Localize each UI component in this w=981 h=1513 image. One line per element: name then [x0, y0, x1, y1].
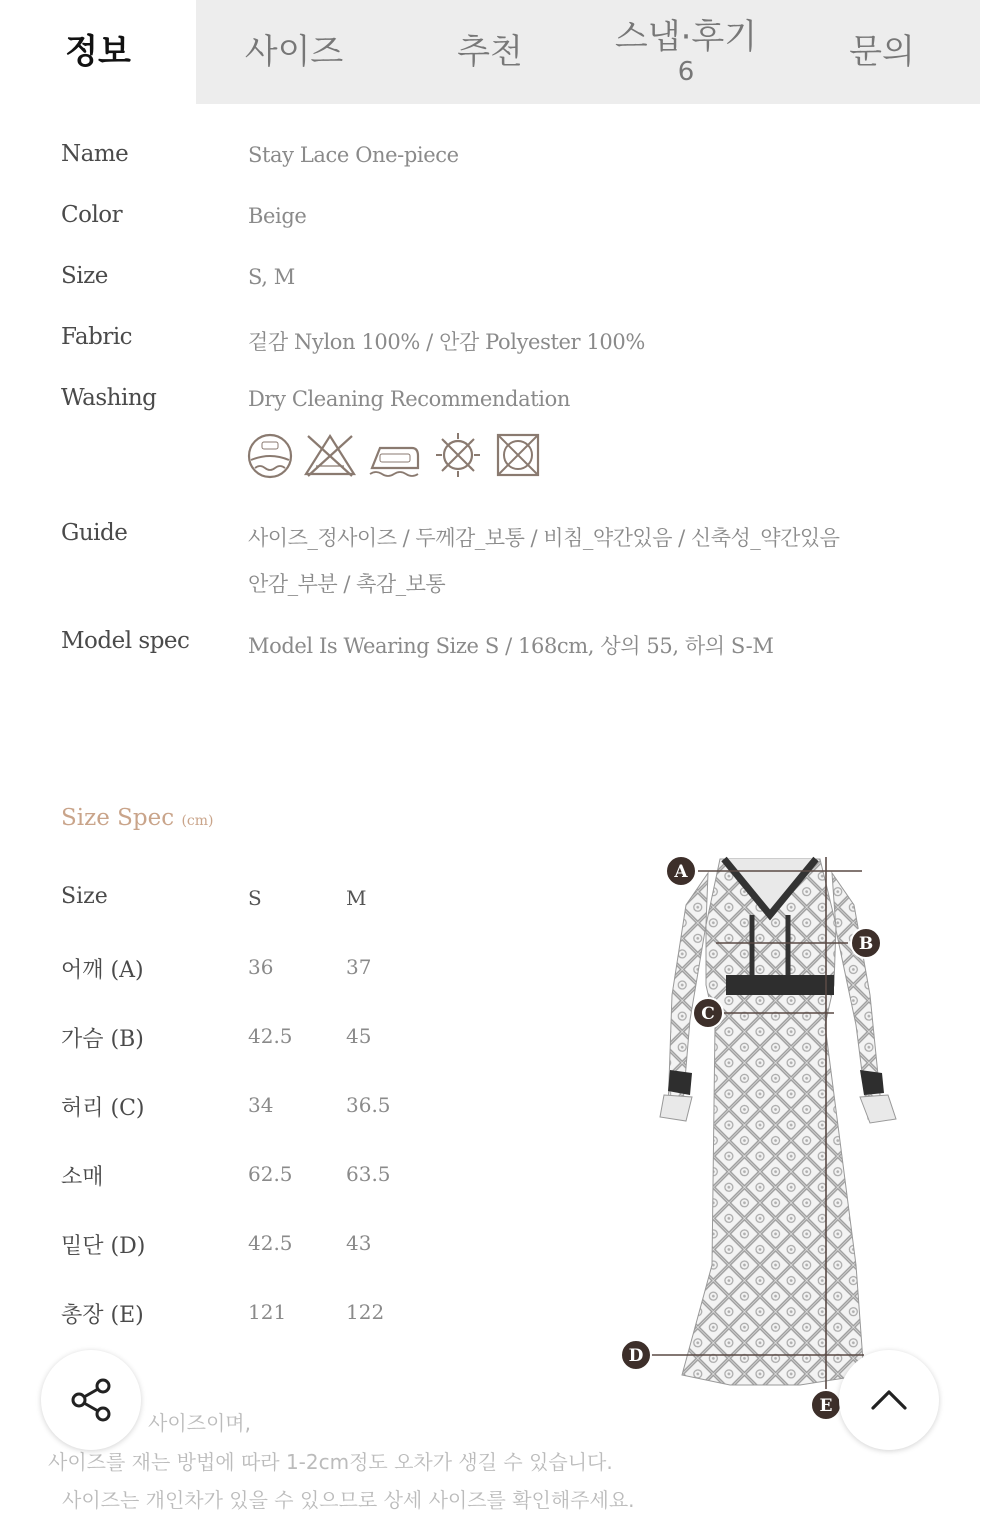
- table-row: [61, 953, 481, 983]
- cell-m: 45: [346, 1024, 372, 1048]
- cell-s: 121: [248, 1300, 287, 1324]
- table-row: [61, 1091, 481, 1121]
- cell-m: 43: [346, 1231, 372, 1255]
- table-row: [61, 1229, 481, 1259]
- share-button[interactable]: [41, 1350, 141, 1450]
- share-icon: [65, 1374, 117, 1426]
- scroll-top-button[interactable]: [839, 1350, 939, 1450]
- tab-recommend[interactable]: [392, 0, 588, 104]
- cell-s: 42.5: [248, 1231, 293, 1255]
- table-row: [61, 1298, 481, 1328]
- iron-80-120c-icon: [366, 430, 422, 480]
- info-key: Model spec: [61, 628, 190, 654]
- cell-s: 42.5: [248, 1024, 293, 1048]
- info-key: Name: [61, 141, 129, 167]
- info-value: Stay Lace One-piece: [248, 143, 459, 167]
- tab-inquiry-label: 문의: [849, 32, 915, 72]
- cell-s: 34: [248, 1093, 274, 1117]
- tab-snap-review-label: 스냅·후기: [614, 17, 758, 57]
- size-note-line-3: 사이즈는 개인차가 있을 수 있으므로 상세 사이즈를 확인해주세요.: [62, 1488, 635, 1512]
- size-spec-title-text: Size Spec: [61, 805, 175, 831]
- tab-inquiry[interactable]: [784, 0, 980, 104]
- no-bleach-icon: [302, 430, 358, 480]
- marker-c: [693, 998, 723, 1028]
- tab-size-label: 사이즈: [244, 32, 344, 72]
- cell-m: 63.5: [346, 1162, 391, 1186]
- tab-recommend-label: 추천: [457, 32, 523, 72]
- tab-bar: [0, 0, 981, 104]
- tab-size[interactable]: [196, 0, 392, 104]
- no-sun-dry-icon: [430, 430, 486, 480]
- size-note-line-1: 사이즈이며,: [148, 1411, 251, 1435]
- row-label: 밑단 (D): [61, 1234, 146, 1259]
- dress-measurement-diagram: [620, 845, 920, 1425]
- row-label: 총장 (E): [61, 1303, 144, 1328]
- cell-s: 62.5: [248, 1162, 293, 1186]
- table-row: [61, 1160, 481, 1190]
- size-note-line-2: 사이즈를 재는 방법에 따라 1-2cm정도 오차가 생길 수 있습니다.: [48, 1450, 613, 1474]
- tab-snap-review[interactable]: [588, 0, 784, 104]
- header-cell: S: [248, 886, 262, 910]
- review-count: 6: [677, 57, 695, 87]
- marker-e: [811, 1390, 841, 1420]
- header-cell: M: [346, 886, 367, 910]
- row-label: 소매: [61, 1165, 104, 1190]
- marker-a-label: A: [674, 862, 688, 882]
- tab-info-label: 정보: [65, 32, 131, 72]
- info-key: Size: [61, 263, 108, 289]
- cell-m: 37: [346, 955, 372, 979]
- info-value: S, M: [248, 265, 295, 289]
- hand-wash-30c-icon: [246, 430, 294, 480]
- row-label: 어깨 (A): [61, 958, 144, 983]
- chevron-up-icon: [867, 1378, 911, 1422]
- washing-icons: [246, 430, 542, 480]
- marker-b-label: B: [858, 934, 874, 954]
- size-spec-title: [61, 805, 213, 831]
- guide-line-2: 안감_부분 / 촉감_보통: [248, 572, 446, 596]
- info-value: Beige: [248, 204, 307, 228]
- info-key: Color: [61, 202, 123, 228]
- size-spec-header: [61, 884, 481, 914]
- table-row: [61, 1022, 481, 1052]
- marker-a: [666, 856, 696, 886]
- info-value: Dry Cleaning Recommendation: [248, 387, 570, 411]
- tab-info[interactable]: [0, 0, 196, 104]
- cell-m: 36.5: [346, 1093, 391, 1117]
- info-row-washing: [61, 385, 941, 485]
- marker-d: [621, 1340, 651, 1370]
- info-row-guide: [61, 520, 941, 600]
- info-value: 겉감 Nylon 100% / 안감 Polyester 100%: [248, 330, 645, 354]
- marker-c-label: C: [701, 1004, 715, 1024]
- row-label: 가슴 (B): [61, 1027, 144, 1052]
- marker-d-label: D: [628, 1346, 644, 1366]
- info-key: Washing: [61, 385, 157, 411]
- header-cell: Size: [61, 884, 108, 909]
- info-key: Guide: [61, 520, 128, 546]
- info-value: Model Is Wearing Size S / 168cm, 상의 55, 하의 S-M: [248, 634, 774, 658]
- marker-e-label: E: [819, 1396, 833, 1416]
- no-tumble-dry-icon: [494, 430, 542, 480]
- cell-s: 36: [248, 955, 274, 979]
- cell-m: 122: [346, 1300, 385, 1324]
- row-label: 허리 (C): [61, 1096, 145, 1121]
- guide-line-1: 사이즈_정사이즈 / 두께감_보통 / 비침_약간있음 / 신축성_약간있음: [248, 526, 840, 550]
- marker-b: [851, 928, 881, 958]
- info-key: Fabric: [61, 324, 133, 350]
- size-spec-unit: (cm): [181, 813, 214, 829]
